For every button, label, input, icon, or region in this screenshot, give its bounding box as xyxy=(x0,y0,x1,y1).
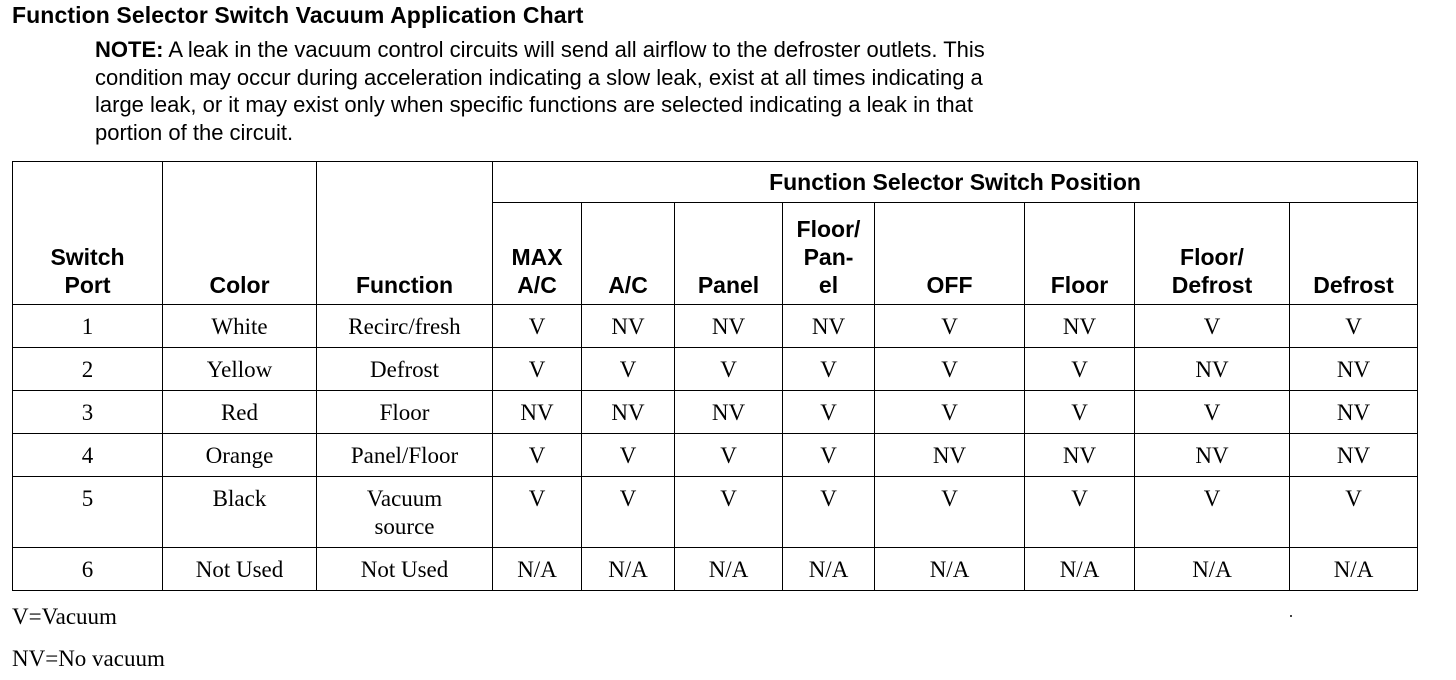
cell-vacuum-value: NV xyxy=(875,434,1025,477)
cell-vacuum-value: NV xyxy=(1290,391,1418,434)
cell-vacuum-value: N/A xyxy=(875,548,1025,591)
cell-vacuum-value: V xyxy=(493,477,582,548)
header-selector-position-group: Function Selector Switch Position xyxy=(493,162,1418,203)
table-row xyxy=(13,477,1418,548)
header-position: A/C xyxy=(582,203,675,305)
cell-vacuum-value: V xyxy=(493,434,582,477)
cell-function: Not Used xyxy=(317,548,493,591)
cell-vacuum-value: V xyxy=(493,348,582,391)
note-paragraph xyxy=(95,36,1275,146)
table-row xyxy=(13,348,1418,391)
cell-vacuum-value: V xyxy=(875,305,1025,348)
cell-port: 1 xyxy=(13,305,163,348)
cell-vacuum-value: N/A xyxy=(1135,548,1290,591)
cell-color: Black xyxy=(163,477,317,548)
cell-vacuum-value: V xyxy=(1135,477,1290,548)
note-line-3: large leak, or it may exist only when specific functions are selected indicating a leak in that xyxy=(95,92,974,117)
header-position: Floor/ Pan- el xyxy=(783,203,875,305)
cell-port: 3 xyxy=(13,391,163,434)
cell-vacuum-value: V xyxy=(1135,391,1290,434)
scan-speck xyxy=(1290,615,1292,617)
chart-title: Function Selector Switch Vacuum Application Chart xyxy=(12,2,584,28)
cell-vacuum-value: V xyxy=(582,348,675,391)
cell-color: White xyxy=(163,305,317,348)
cell-vacuum-value: V xyxy=(1290,305,1418,348)
cell-vacuum-value: NV xyxy=(1290,434,1418,477)
cell-vacuum-value: NV xyxy=(1290,348,1418,391)
cell-function: Floor xyxy=(317,391,493,434)
header-position: Panel xyxy=(675,203,783,305)
cell-vacuum-value: V xyxy=(875,391,1025,434)
cell-color: Orange xyxy=(163,434,317,477)
cell-vacuum-value: NV xyxy=(675,305,783,348)
cell-vacuum-value: V xyxy=(493,305,582,348)
cell-color: Not Used xyxy=(163,548,317,591)
cell-vacuum-value: N/A xyxy=(1025,548,1135,591)
header-position: MAX A/C xyxy=(493,203,582,305)
header-position: OFF xyxy=(875,203,1025,305)
cell-vacuum-value: V xyxy=(675,348,783,391)
cell-vacuum-value: N/A xyxy=(1290,548,1418,591)
vacuum-application-table xyxy=(12,161,1418,591)
note-label: NOTE: xyxy=(95,37,164,62)
note-line-4: portion of the circuit. xyxy=(95,119,294,145)
table-row xyxy=(13,305,1418,348)
legend-no-vacuum: NV=No vacuum xyxy=(12,646,165,671)
cell-vacuum-value: V xyxy=(675,477,783,548)
cell-function: Panel/Floor xyxy=(317,434,493,477)
cell-port: 5 xyxy=(13,477,163,548)
cell-vacuum-value: V xyxy=(1025,391,1135,434)
cell-vacuum-value: V xyxy=(783,434,875,477)
cell-vacuum-value: V xyxy=(783,477,875,548)
cell-vacuum-value: NV xyxy=(1135,348,1290,391)
cell-vacuum-value: V xyxy=(1290,477,1418,548)
cell-vacuum-value: V xyxy=(875,477,1025,548)
cell-port: 2 xyxy=(13,348,163,391)
cell-vacuum-value: NV xyxy=(783,305,875,348)
cell-color: Red xyxy=(163,391,317,434)
cell-vacuum-value: NV xyxy=(1135,434,1290,477)
table-row xyxy=(13,548,1418,591)
cell-vacuum-value: V xyxy=(875,348,1025,391)
cell-vacuum-value: V xyxy=(582,434,675,477)
cell-vacuum-value: NV xyxy=(493,391,582,434)
cell-vacuum-value: NV xyxy=(1025,434,1135,477)
cell-vacuum-value: N/A xyxy=(582,548,675,591)
header-switch-port: Switch Port xyxy=(13,162,163,305)
table-row xyxy=(13,434,1418,477)
cell-vacuum-value: V xyxy=(1025,348,1135,391)
cell-vacuum-value: V xyxy=(783,348,875,391)
header-position: Floor/ Defrost xyxy=(1135,203,1290,305)
cell-vacuum-value: N/A xyxy=(783,548,875,591)
legend-vacuum: V=Vacuum xyxy=(12,604,117,629)
table-row xyxy=(13,391,1418,434)
header-position: Defrost xyxy=(1290,203,1418,305)
cell-vacuum-value: V xyxy=(1135,305,1290,348)
cell-vacuum-value: V xyxy=(783,391,875,434)
header-function: Function xyxy=(317,162,493,305)
cell-vacuum-value: NV xyxy=(675,391,783,434)
header-color: Color xyxy=(163,162,317,305)
cell-color: Yellow xyxy=(163,348,317,391)
cell-vacuum-value: V xyxy=(675,434,783,477)
cell-vacuum-value: NV xyxy=(1025,305,1135,348)
cell-vacuum-value: V xyxy=(1025,477,1135,548)
cell-vacuum-value: N/A xyxy=(675,548,783,591)
cell-function: Recirc/fresh xyxy=(317,305,493,348)
header-position: Floor xyxy=(1025,203,1135,305)
cell-function: Vacuum source xyxy=(317,477,493,548)
cell-vacuum-value: NV xyxy=(582,305,675,348)
note-line-1: NOTE: A leak in the vacuum control circuits will send all airflow to the defroster outlets. This xyxy=(95,37,985,62)
cell-vacuum-value: N/A xyxy=(493,548,582,591)
cell-vacuum-value: NV xyxy=(582,391,675,434)
cell-port: 4 xyxy=(13,434,163,477)
note-line-2: condition may occur during acceleration indicating a slow leak, exist at all times indicating a xyxy=(95,64,983,90)
cell-vacuum-value: V xyxy=(582,477,675,548)
cell-function: Defrost xyxy=(317,348,493,391)
cell-port: 6 xyxy=(13,548,163,591)
